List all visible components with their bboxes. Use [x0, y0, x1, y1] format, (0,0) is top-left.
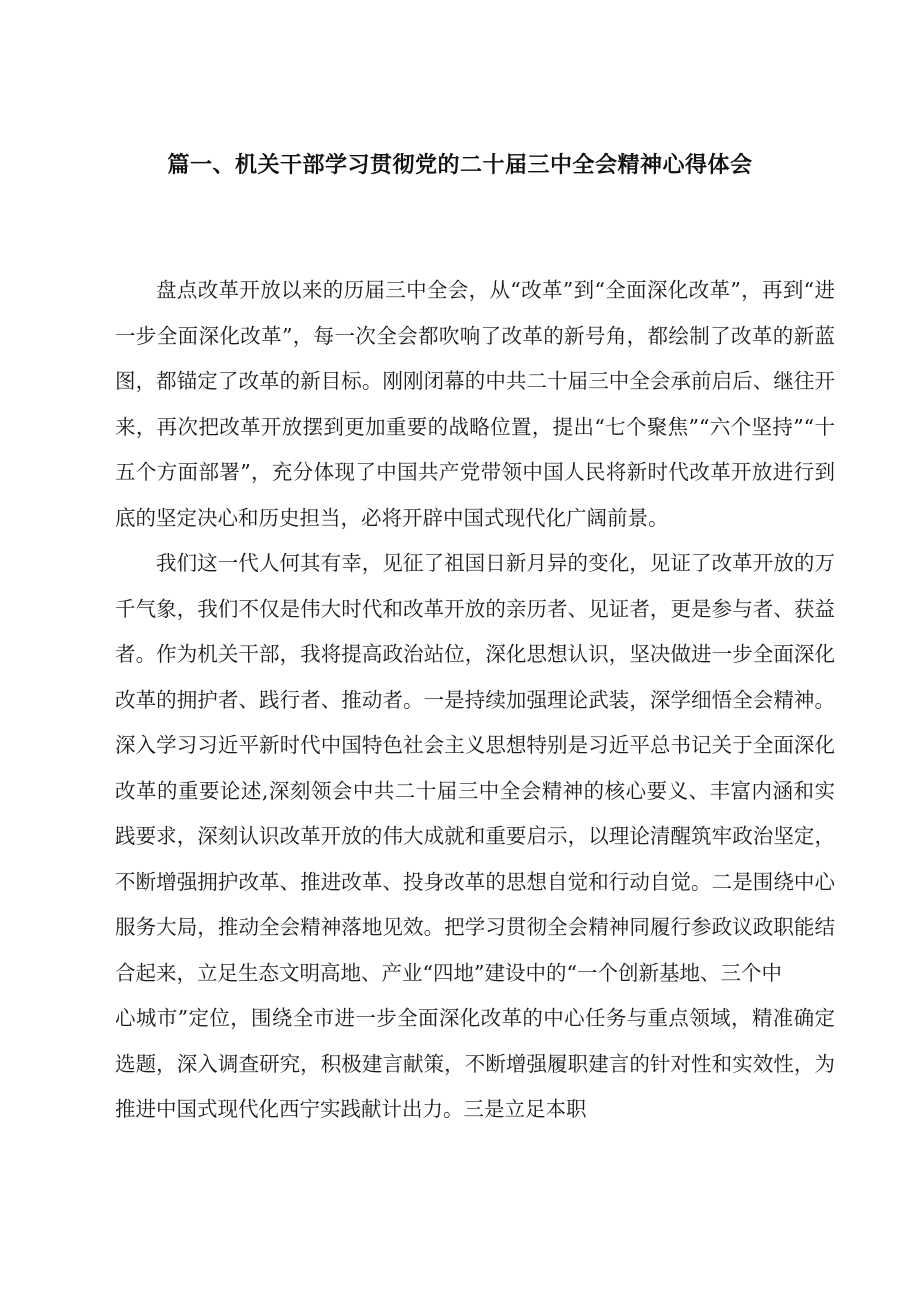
paragraph-3: 心城市”定位，围绕全市进一步全面深化改革的中心任务与重点领域，精准确定选题，深入调查研究，积极建言献策，不断增强履职建言的针对性和实效性，为推进中国式现代化西宁实践献计出力。三是立足本职 — [115, 1006, 835, 1121]
document-body — [115, 268, 835, 1133]
paragraph-2: 我们这一代人何其有幸，见征了祖国日新月异的变化，见证了改革开放的万千气象，我们不仅是伟大时代和改革开放的亲历者、见证者，更是参与者、获益者。作为机关干部，我将提高政治站位，深化思想认识，坚决做进一步全面深化改革的拥护者、践行者、推动者。一是持续加强理论武装，深学细悟全会精神。深入学习习近平新时代中国特色社会主义思想特别是习近平总书记关于全面深化改革的重要论述,深刻领会中共二十届三中全会精神的核心要义、丰富内涵和实践要求，深刻认识改革开放的伟大成就和重要启示，以理论清醒筑牢政治坚定，不断增强拥护改革、推进改革、投身改革的思想自觉和行动自觉。二是围绕中心服务大局，推动全会精神落地见效。把学习贯彻全会精神同履行参政议政职能结合起来，立足生态文明高地、产业“四地”建设中的“一个创新基地、三个中 — [115, 551, 835, 985]
paragraph-1: 盘点改革开放以来的历届三中全会，从“改革”到“全面深化改革”，再到“进一步全面深化改革”，每一次全会都吹响了改革的新号角，都绘制了改革的新蓝图，都锚定了改革的新目标。刚刚闭幕的中共二十届三中全会承前启后、继往开来，再次把改革开放摆到更加重要的战略位置，提出“七个聚焦”“六个坚持”“十五个方面部署”，充分体现了中国共产党带领中国人民将新时代改革开放进行到底的坚定决心和历史担当，必将开辟中国式现代化广阔前景。 — [115, 278, 835, 530]
document-title: 篇一、机关干部学习贯彻党的二十届三中全会精神心得体会 — [167, 153, 753, 178]
